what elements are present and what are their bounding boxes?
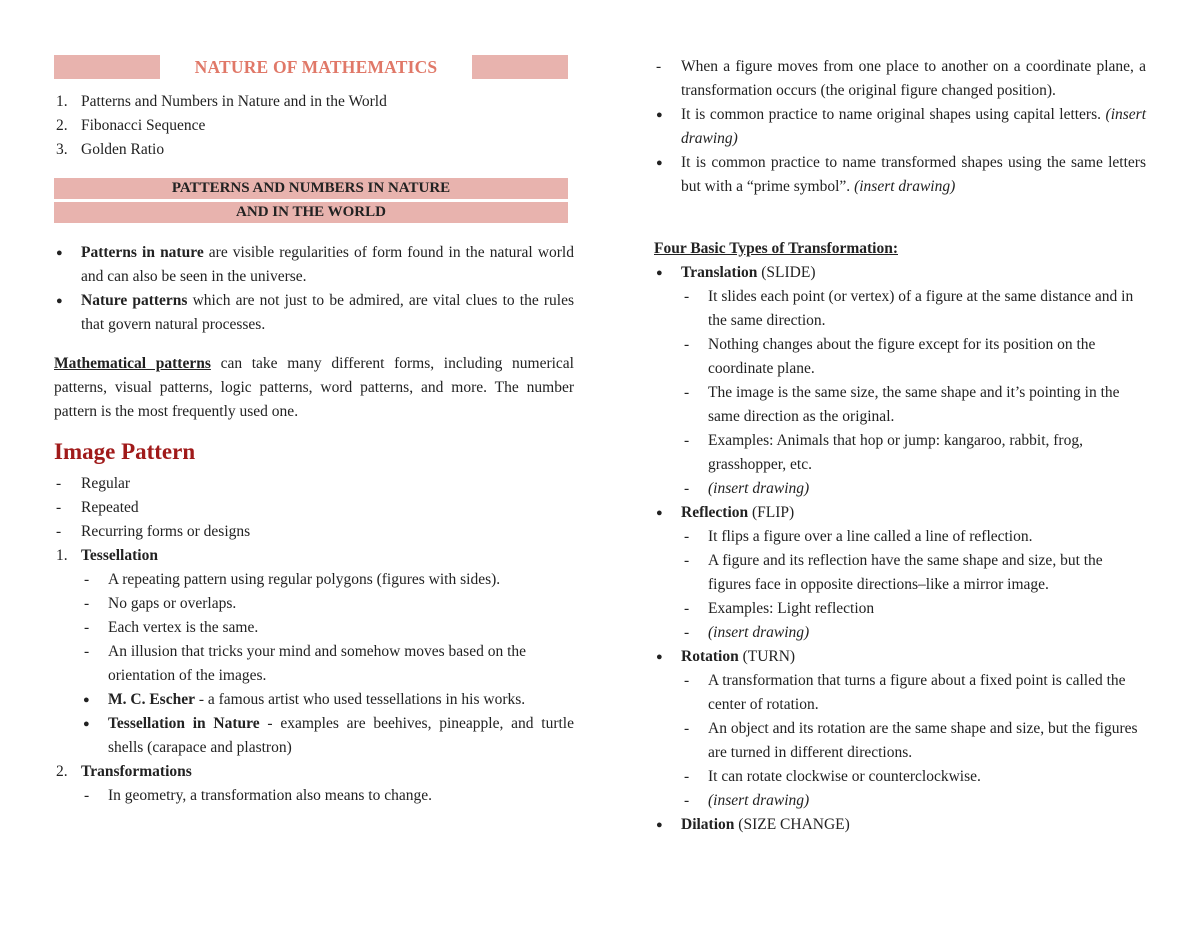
list-item: - In geometry, a transformation also means to change. [84,787,432,804]
bullet-icon: ● [656,109,663,121]
math-patterns-paragraph: Mathematical patterns can take many different forms, including numerical patterns, visual patterns, logic patterns, word patterns, and more. The number pattern is the most frequently used one. [54,355,574,420]
list-item: - When a figure moves from one place to another on a coordinate plane, a transformation occurs (the original figure changed position). [656,58,1146,99]
topic-item: 3. Golden Ratio [56,141,165,158]
topic-item: 1. Patterns and Numbers in Nature and in the World [56,93,387,110]
image-pattern-heading: Image Pattern [54,439,196,464]
bullet-item: ● It is common practice to name original shapes using capital letters. (insert drawing) [654,103,1146,151]
list-item: - It flips a figure over a line called a line of reflection. [684,528,1033,545]
section-heading-line2: AND IN THE WORLD [54,202,568,223]
bullet-icon: ● [656,267,663,279]
list-item: - A repeating pattern using regular polygons (figures with sides). [84,571,501,588]
list-item: - A transformation that turns a figure about a fixed point is called the center of rotation. [684,672,1126,713]
list-item: - An object and its rotation are the same shape and size, but the figures are turned in different directions. [684,720,1138,761]
list-item: - No gaps or overlaps. [84,595,237,612]
patterns-bullets [54,241,574,337]
bullet-item: ● Patterns in nature are visible regularities of form found in the natural world and can also be seen in the universe. [54,241,574,289]
reflection-heading: ● Reflection (FLIP) [654,501,1146,525]
list-item: - (insert drawing) [684,480,810,497]
transformation-intro [654,55,1146,199]
list-item: - It slides each point (or vertex) of a figure at the same distance and in the same direction. [684,288,1134,329]
bullet-item: ● It is common practice to name transformed shapes using the same letters but with a “prime symbol”. (insert drawing) [654,151,1146,199]
bullet-item: ● Tessellation in Nature - examples are beehives, pineapple, and turtle shells (carapace and plastron) [54,712,574,760]
four-types-list [654,261,1146,837]
title-banner [54,55,568,79]
list-item: - Examples: Light reflection [684,600,875,617]
translation-heading: ● Translation (SLIDE) [654,261,1146,285]
page-title: NATURE OF MATHEMATICS [194,57,438,77]
rotation-heading: ● Rotation (TURN) [654,645,1146,669]
tessellation-heading: 1. Tessellation [56,547,158,564]
section-heading-line1: PATTERNS AND NUMBERS IN NATURE [54,178,568,199]
bullet-icon: ● [56,247,63,259]
section-heading [54,178,568,226]
bullet-item: ● Nature patterns which are not just to be admired, are vital clues to the rules that govern natural processes. [54,289,574,337]
bullet-icon: ● [656,507,663,519]
transformations-heading: 2. Transformations [56,763,192,780]
list-item: - (insert drawing) [684,624,810,641]
list-item: - A figure and its reflection have the same shape and size, but the figures face in opposite directions–like a mirror image. [684,552,1103,593]
list-item: - It can rotate clockwise or counterclockwise. [684,768,981,785]
bullet-icon: ● [656,819,663,831]
bullet-item: ● M. C. Escher - a famous artist who used tessellations in his works. [54,688,574,712]
list-item: - (insert drawing) [684,792,810,809]
title-banner-fill-left [54,55,160,79]
topic-item: 2. Fibonacci Sequence [56,117,206,134]
dilation-heading: ● Dilation (SIZE CHANGE) [654,813,1146,837]
bullet-icon: ● [656,157,663,169]
list-item: - Recurring forms or designs [56,523,251,540]
bullet-icon: ● [83,718,90,730]
list-item: - Nothing changes about the figure except for its position on the coordinate plane. [684,336,1096,377]
list-item: - Each vertex is the same. [84,619,259,636]
list-item: - The image is the same size, the same shape and it’s pointing in the same direction as the original. [684,384,1120,425]
image-pattern-content [54,472,574,808]
topic-list [54,90,387,162]
bullet-icon: ● [83,694,90,706]
list-item: - An illusion that tricks your mind and somehow moves based on the orientation of the images. [84,643,527,684]
list-item: - Repeated [56,499,139,516]
title-banner-fill-right [472,55,568,79]
bullet-icon: ● [56,295,63,307]
bullet-icon: ● [656,651,663,663]
four-types-heading: Four Basic Types of Transformation: [654,240,898,257]
list-item: - Regular [56,475,131,492]
list-item: - Examples: Animals that hop or jump: kangaroo, rabbit, frog, grasshopper, etc. [684,432,1083,473]
